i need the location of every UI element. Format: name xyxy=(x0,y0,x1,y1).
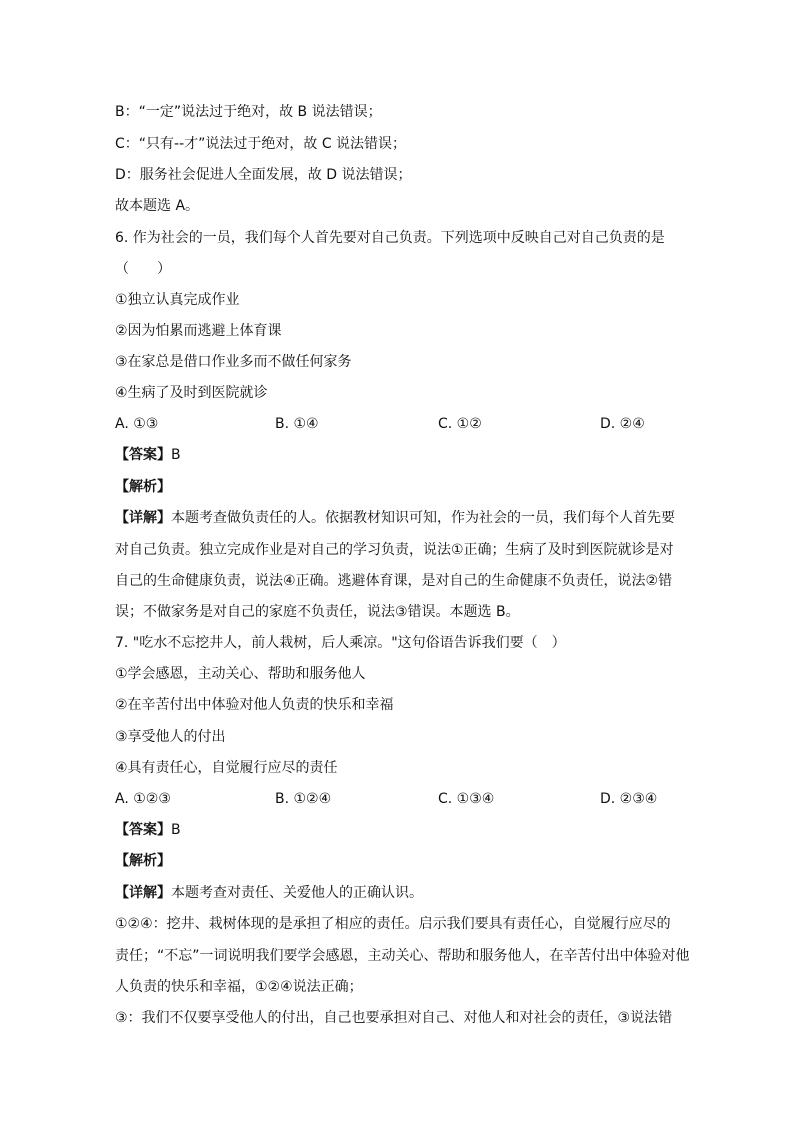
q7-detail-line-1: ①②④：挖井、栽树体现的是承担了相应的责任。启示我们要具有责任心，自觉履行应尽的 xyxy=(115,916,671,932)
q6-detail-line-1: 本题考查做负责任的人。依据教材知识可知，作为社会的一员，我们每个人首先要 xyxy=(171,510,675,526)
q6-item-4: ④生病了及时到医院就诊 xyxy=(115,385,268,401)
q7-stem: 7. "吃水不忘挖井人，前人栽树，后人乘凉。"这句俗语告诉我们要（ ） xyxy=(115,635,566,651)
q6-detail-line-2: 对自己负责。独立完成作业是对自己的学习负责，说法①正确；生病了及时到医院就诊是对 xyxy=(115,542,674,558)
q6-item-2: ②因为怕累而逃避上体育课 xyxy=(115,323,282,339)
q7-analysis-tag: 【解析】 xyxy=(115,853,171,869)
q6-stem: 6. 作为社会的一员，我们每个人首先要对自己负责。下列选项中反映自己对自己负责的是 xyxy=(115,230,665,246)
q6-stem-blank: （ ） xyxy=(115,261,171,277)
q6-analysis-tag: 【解析】 xyxy=(115,479,171,495)
q6-detail-line-4: 误；不做家务是对自己的家庭不负责任，说法③错误。本题选 B。 xyxy=(115,604,520,620)
q7-option-c: C. ①③④ xyxy=(438,791,495,807)
q7-option-b: B. ①②④ xyxy=(275,791,332,807)
prev-line-c: C：“只有--才”说法过于绝对，故 C 说法错误； xyxy=(115,136,407,152)
q7-detail-line-2: 责任；“不忘”一词说明我们要学会感恩，主动关心、帮助和服务他人，在辛苦付出中体验对他 xyxy=(115,948,690,964)
prev-line-b: B：“一定”说法过于绝对，故 B 说法错误； xyxy=(115,104,382,120)
q7-item-1: ①学会感恩，主动关心、帮助和服务他人 xyxy=(115,666,366,682)
q7-answer: B xyxy=(171,822,181,838)
q6-detail-tag: 【详解】 xyxy=(115,510,171,526)
q6-answer-tag: 【答案】 xyxy=(115,447,171,463)
q7-detail-row-1 xyxy=(115,883,423,903)
q7-item-3: ③享受他人的付出 xyxy=(115,729,226,745)
q7-detail-first: 本题考查对责任、关爱他人的正确认识。 xyxy=(171,885,423,901)
q7-option-d: D. ②③④ xyxy=(600,791,658,807)
q6-option-a: A. ①③ xyxy=(115,416,159,432)
q6-item-3: ③在家总是借口作业多而不做任何家务 xyxy=(115,354,352,370)
q6-option-d: D. ②④ xyxy=(600,416,645,432)
q7-answer-row xyxy=(115,820,181,840)
prev-conclusion: 故本题选 A。 xyxy=(115,198,200,214)
q6-detail-line-3: 自己的生命健康负责，说法④正确。逃避体育课，是对自己的生命健康不负责任，说法②错 xyxy=(115,573,673,589)
q6-item-1: ①独立认真完成作业 xyxy=(115,292,240,308)
q7-item-4: ④具有责任心，自觉履行应尽的责任 xyxy=(115,760,338,776)
q7-option-a: A. ①②③ xyxy=(115,791,171,807)
q6-answer: B xyxy=(171,447,181,463)
q7-detail-tag: 【详解】 xyxy=(115,885,171,901)
q7-detail-line-3: 人负责的快乐和幸福，①②④说法正确； xyxy=(115,979,363,995)
q6-option-c: C. ①② xyxy=(438,416,482,432)
q6-option-b: B. ①④ xyxy=(275,416,319,432)
q6-answer-row xyxy=(115,445,181,465)
q7-detail-line-4: ③：我们不仅要享受他人的付出，自己也要承担对自己、对他人和对社会的责任，③说法错 xyxy=(115,1010,673,1026)
q7-answer-tag: 【答案】 xyxy=(115,822,171,838)
prev-line-d: D：服务社会促进人全面发展，故 D 说法错误； xyxy=(115,167,412,183)
q7-item-2: ②在辛苦付出中体验对他人负责的快乐和幸福 xyxy=(115,697,394,713)
q6-detail-row-1 xyxy=(115,508,675,528)
